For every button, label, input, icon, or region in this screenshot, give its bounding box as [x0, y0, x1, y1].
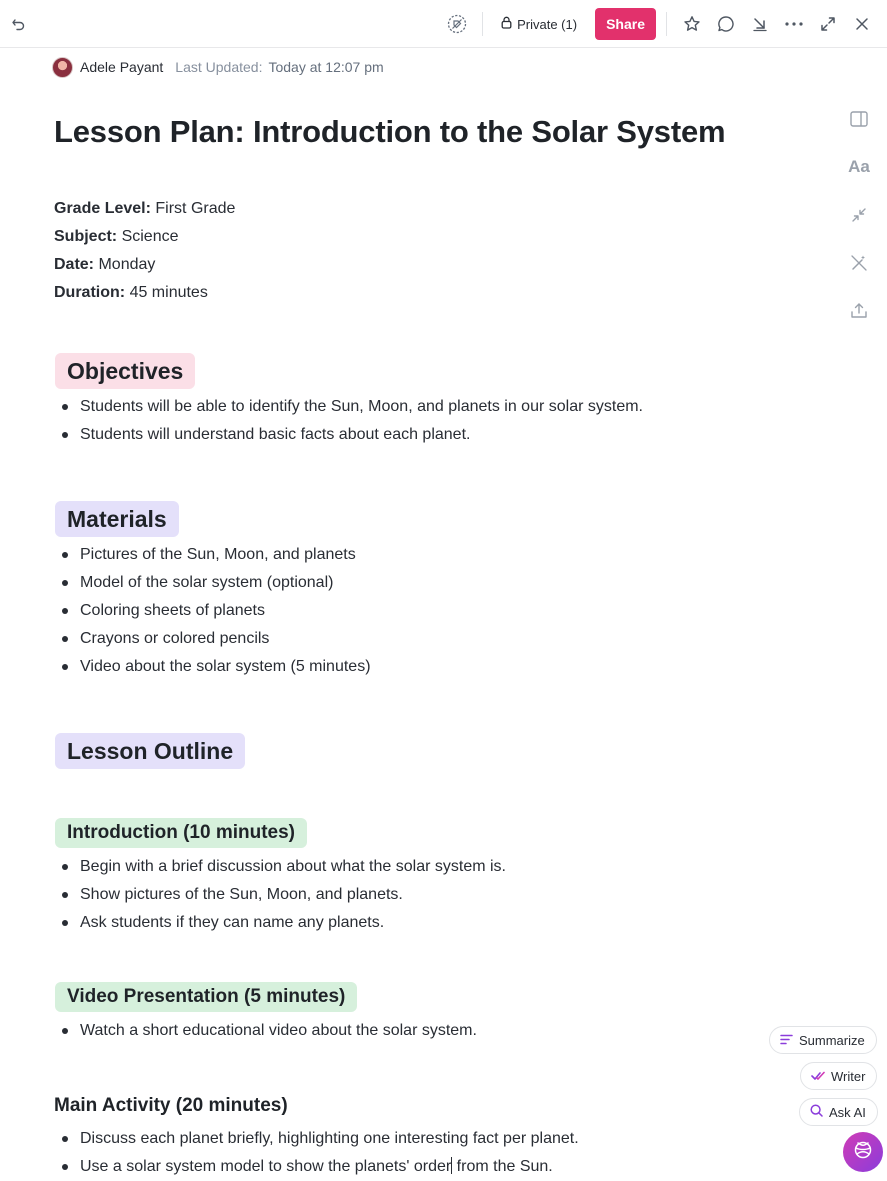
lesson-outline-section [55, 733, 245, 769]
property-value: First Grade [155, 200, 236, 217]
last-updated-value: Today at 12:07 pm [268, 59, 384, 75]
share-button[interactable]: Share [595, 8, 656, 40]
list-item-text: Use a solar system model to show the planets' order [80, 1158, 452, 1175]
right-rail [846, 106, 872, 346]
property-value: Science [121, 228, 179, 245]
list-item[interactable]: Students will be able to identify the Sun, Moon, and planets in our solar system. [54, 393, 643, 421]
lesson-properties [54, 195, 814, 307]
list-item-text: from the Sun. [452, 1158, 553, 1175]
sidebar-panel-icon[interactable] [846, 106, 872, 132]
tag-icon[interactable] [440, 8, 474, 40]
expand-icon[interactable] [811, 8, 845, 40]
property-subject[interactable] [54, 223, 814, 251]
writer-checkmark-icon [811, 1069, 825, 1084]
arrow-down-right-icon[interactable] [743, 8, 777, 40]
main-activity-list [54, 1125, 579, 1181]
export-icon[interactable] [846, 298, 872, 324]
lock-icon [501, 16, 512, 32]
doc-meta [52, 56, 384, 78]
video-heading[interactable]: Video Presentation (5 minutes) [55, 982, 357, 1012]
ask-ai-search-icon [810, 1104, 823, 1120]
comment-icon[interactable] [709, 8, 743, 40]
page-title[interactable]: Lesson Plan: Introduction to the Solar System [54, 114, 726, 149]
list-item[interactable]: Model of the solar system (optional) [54, 569, 371, 597]
objectives-list-wrap [54, 393, 643, 449]
property-key: Subject: [54, 228, 118, 245]
private-label: Private (1) [517, 16, 578, 32]
list-item[interactable]: Crayons or colored pencils [54, 625, 371, 653]
writer-label: Writer [831, 1068, 866, 1084]
list-item[interactable] [54, 1153, 579, 1181]
magic-wand-off-icon[interactable] [846, 250, 872, 276]
introduction-heading[interactable]: Introduction (10 minutes) [55, 818, 307, 848]
property-grade-level[interactable] [54, 195, 814, 223]
main-activity-section [54, 1091, 288, 1121]
writer-button[interactable] [800, 1062, 877, 1090]
property-key: Date: [54, 256, 95, 273]
ai-sparkle-icon [853, 1140, 873, 1165]
list-item[interactable]: Video about the solar system (5 minutes) [54, 653, 371, 681]
toolbar-divider [666, 12, 667, 36]
objectives-list [54, 393, 643, 449]
collapse-arrows-icon[interactable] [846, 202, 872, 228]
list-item[interactable]: Show pictures of the Sun, Moon, and planets. [54, 881, 506, 909]
introduction-list [54, 853, 506, 937]
list-item[interactable]: Begin with a brief discussion about what the solar system is. [54, 853, 506, 881]
document [54, 110, 814, 307]
summarize-label: Summarize [799, 1032, 865, 1048]
lesson-outline-heading[interactable]: Lesson Outline [55, 733, 245, 769]
list-item[interactable]: Pictures of the Sun, Moon, and planets [54, 541, 371, 569]
video-section [55, 982, 357, 1012]
materials-section [55, 501, 179, 537]
objectives-heading[interactable]: Objectives [55, 353, 195, 389]
author-name[interactable]: Adele Payant [80, 59, 164, 75]
summarize-button[interactable] [769, 1026, 877, 1054]
star-icon[interactable] [675, 8, 709, 40]
property-key: Grade Level: [54, 200, 151, 217]
avatar[interactable] [52, 57, 73, 78]
list-item[interactable]: Coloring sheets of planets [54, 597, 371, 625]
last-updated-label: Last Updated: [175, 59, 263, 75]
summarize-lines-icon [780, 1033, 793, 1048]
main-activity-heading[interactable]: Main Activity (20 minutes) [54, 1095, 288, 1116]
video-list-wrap [54, 1017, 477, 1045]
video-list [54, 1017, 477, 1045]
property-value: Monday [98, 256, 156, 273]
introduction-section [55, 818, 307, 848]
close-icon[interactable] [845, 8, 879, 40]
property-value: 45 minutes [129, 284, 208, 301]
ask-ai-label: Ask AI [829, 1104, 866, 1120]
private-button[interactable] [491, 8, 587, 40]
list-item[interactable]: Watch a short educational video about the solar system. [54, 1017, 477, 1045]
list-item[interactable]: Students will understand basic facts about each planet. [54, 421, 643, 449]
more-icon[interactable] [777, 8, 811, 40]
font-icon[interactable]: Aa [848, 157, 870, 176]
list-item[interactable]: Discuss each planet briefly, highlighting one interesting fact per planet. [54, 1125, 579, 1153]
history-icon[interactable] [8, 14, 28, 34]
property-duration[interactable] [54, 279, 814, 307]
main-activity-list-wrap [54, 1125, 579, 1181]
ai-assistant-button[interactable] [843, 1132, 883, 1172]
objectives-section [55, 353, 195, 389]
toolbar-divider [482, 12, 483, 36]
property-key: Duration: [54, 284, 126, 301]
property-date[interactable] [54, 251, 814, 279]
top-bar [0, 0, 887, 48]
materials-list [54, 541, 371, 681]
ask-ai-button[interactable] [799, 1098, 878, 1126]
materials-heading[interactable]: Materials [55, 501, 179, 537]
list-item[interactable]: Ask students if they can name any planets. [54, 909, 506, 937]
introduction-list-wrap [54, 853, 506, 937]
materials-list-wrap [54, 541, 371, 681]
